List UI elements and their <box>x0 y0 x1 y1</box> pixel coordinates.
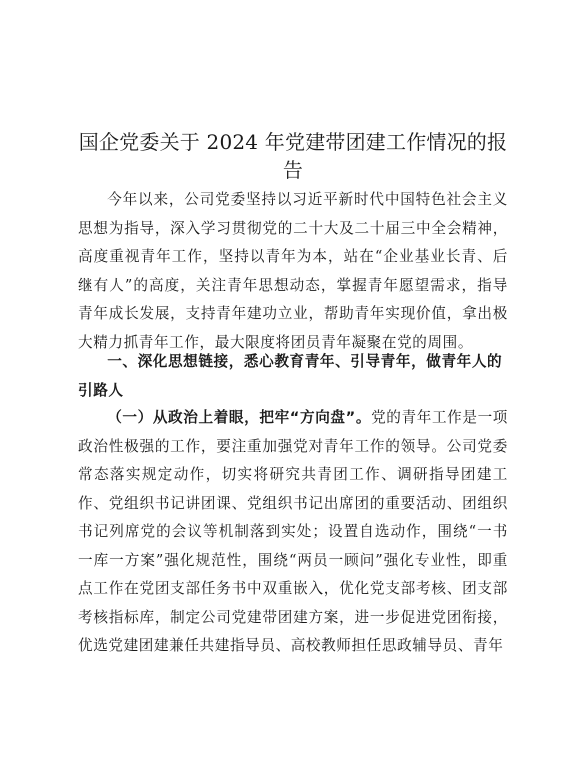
subsection-body: 党的青年工作是一项政治性极强的工作，要注重加强党对青年工作的领导。公司党委常态落实规定动作，切实将研究共青团工作、调研指导团建工作、党组织书记讲团课、党组织书记出席团的重要活动、团组织书记列席党的会议等机制落到实处；设置自选动作，围绕“一书一库一方案”强化规范性，围绕“两员一顾问”强化专业性，即重点工作在党团支部任务书中双重嵌入，优化党支部考核、团支部考核指标库，制定公司党建带团建方案，进一步促进党团衔接，优选党建团建兼任共建指导员、高校教师担任思政辅导员、青年 <box>78 409 509 654</box>
section-heading: 一、深化思想链接，悉心教育青年、引导青年，做青年人的引路人 <box>78 353 503 399</box>
subsection-lead: （一）从政治上着眼，把牢“方向盘”。 <box>107 409 372 426</box>
subsection-paragraph <box>78 404 508 661</box>
document-title: 国企党委关于 2024 年党建带团建工作情况的报告 <box>78 130 508 182</box>
intro-paragraph: 今年以来，公司党委坚持以习近平新时代中国特色社会主义思想为指导，深入学习贯彻党的二十大及二十届三中全会精神，高度重视青年工作，坚持以青年为本，站在“企业基业长青、后继有人”的高度，关注青年思想动态，掌握青年愿望需求，指导青年成长发展，支持青年建功立业，帮助青年实现价值，拿出极大精力抓青年工作，最大限度将团员青年凝聚在党的周围。 <box>78 191 508 351</box>
